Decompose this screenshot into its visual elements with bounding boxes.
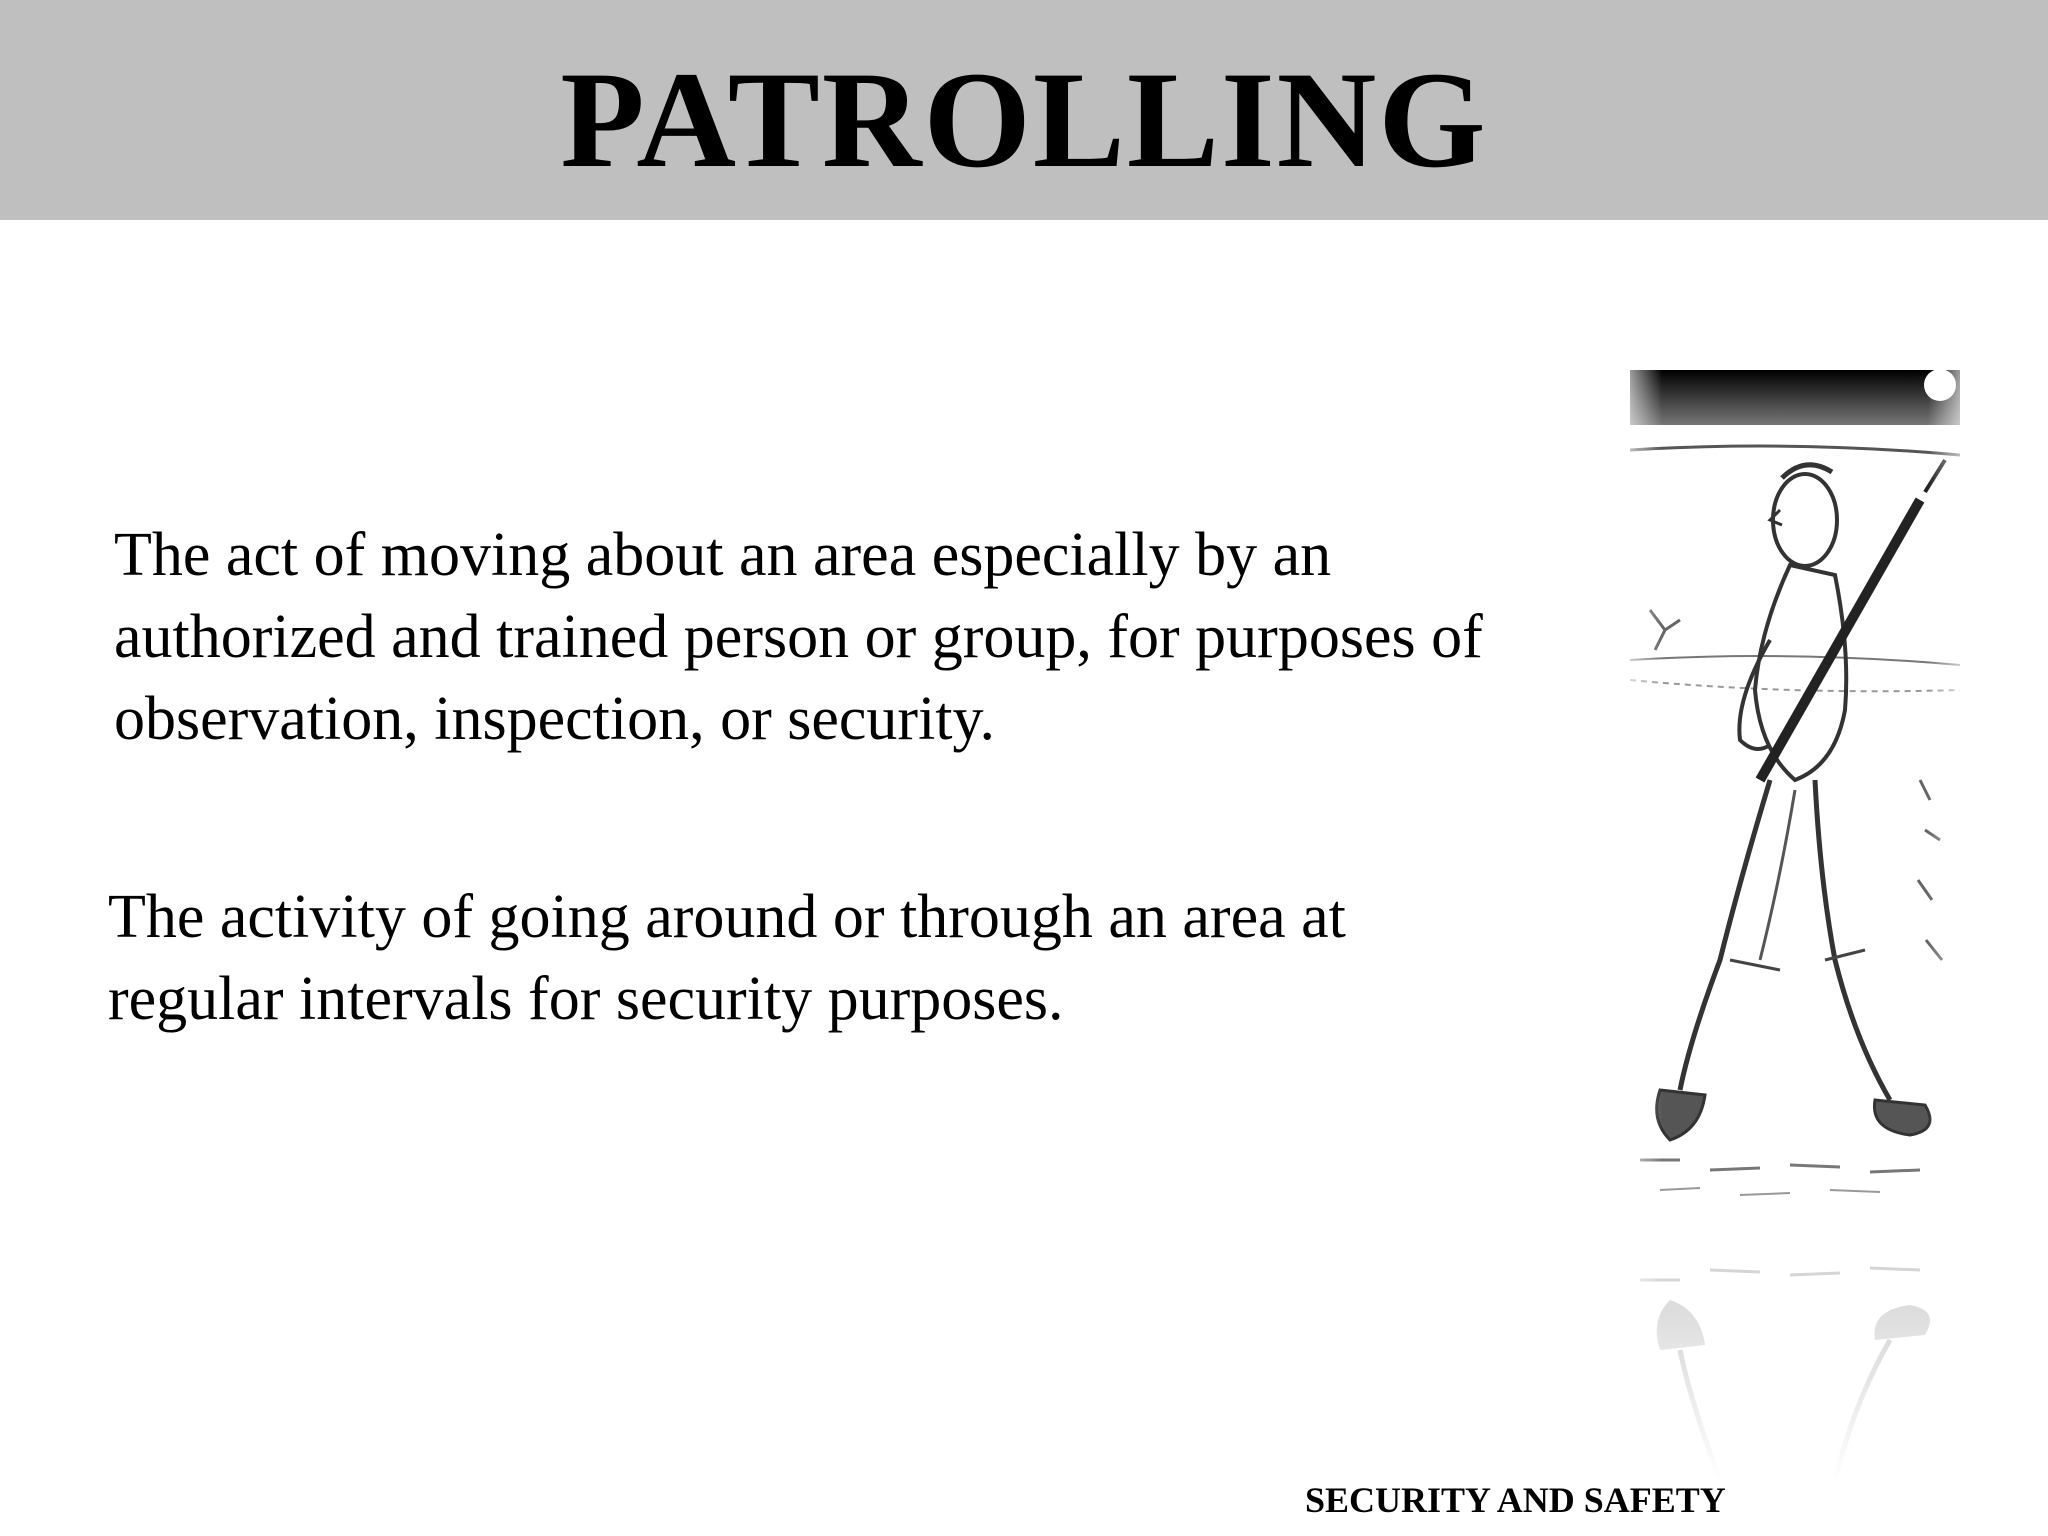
walking-guard-with-rifle-icon (1620, 360, 1970, 1480)
slide-title: PATROLLING (560, 43, 1488, 196)
footer-label: SECURITY AND SAFETY (1305, 1480, 1726, 1520)
definition-paragraph-1: The act of moving about an area especially by an authorized and trained person or group, for purposes of observation, inspection, or security. (114, 521, 1483, 753)
definition-paragraph-2: The activity of going around or through an area at regular intervals for security purposes. (108, 883, 1346, 1033)
